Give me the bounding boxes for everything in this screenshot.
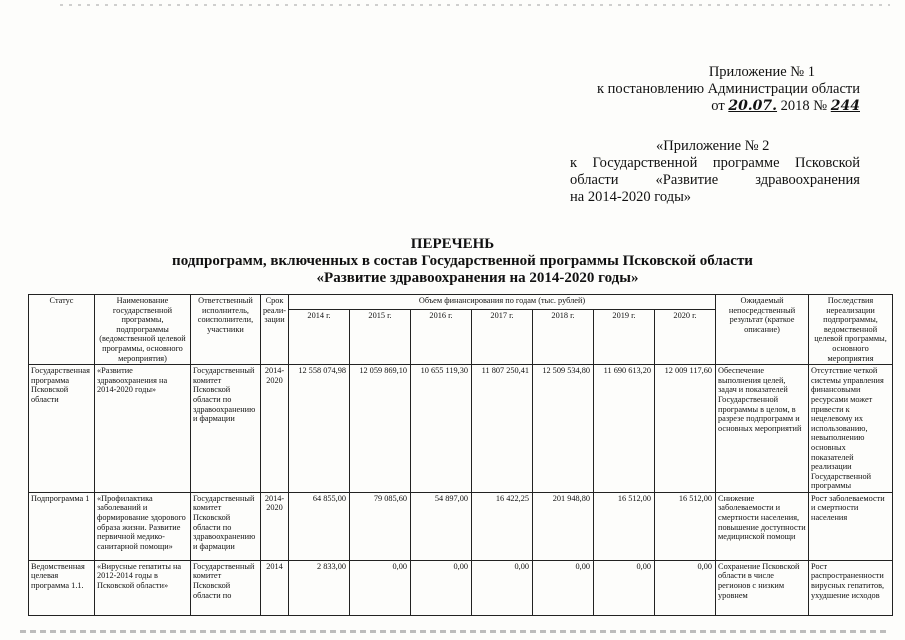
appendix-2-block	[570, 138, 860, 206]
header-year: 2016 г.	[411, 310, 472, 365]
header-year: 2020 г.	[655, 310, 716, 365]
cell-consequences: Отсутствие четкой системы управления финансовыми ресурсами может привести к нецелевому их использованию, невыполнению основных показателей реализации Государственной программы	[809, 365, 893, 493]
header-year: 2017 г.	[472, 310, 533, 365]
cell-result: Снижение заболеваемости и смертности населения, повышение доступности медицинской помощи	[716, 492, 809, 560]
cell-executor: Государственный комитет Псковской области по	[191, 560, 261, 615]
table-row	[29, 492, 893, 560]
cell-amount: 11 807 250,41	[472, 365, 533, 493]
cell-name: «Вирусные гепатиты на 2012-2014 годы в Псковской области»	[95, 560, 191, 615]
table-row	[29, 365, 893, 493]
cell-consequences: Рост распространенности вирусных гепатитов, ухудшение исходов	[809, 560, 893, 615]
appendix-2-line-3: области «Развитие здравоохранения	[570, 172, 860, 188]
cell-amount: 0,00	[533, 560, 594, 615]
cell-consequences: Рост заболеваемости и смертности населения	[809, 492, 893, 560]
cell-amount: 16 512,00	[594, 492, 655, 560]
scan-artifact-bottom	[20, 630, 890, 633]
cell-amount: 11 690 613,20	[594, 365, 655, 493]
document-heading	[0, 236, 905, 287]
handwritten-date: 20.07.	[728, 98, 778, 114]
cell-amount: 0,00	[411, 560, 472, 615]
appendix-1-title: Приложение № 1	[708, 64, 815, 80]
document-title: ПЕРЕЧЕНЬ	[410, 236, 495, 252]
cell-status: Государственная программа Псковской области	[29, 365, 95, 493]
cell-name: «Развитие здравоохранения на 2014-2020 годы»	[95, 365, 191, 493]
cell-amount: 79 085,60	[350, 492, 411, 560]
header-year: 2018 г.	[533, 310, 594, 365]
cell-term: 2014	[261, 560, 289, 615]
cell-executor: Государственный комитет Псковской области по здравоохранению и фармации	[191, 365, 261, 493]
document-subtitle: подпрограмм, включенных в состав Государственной программы Псковской области	[172, 253, 753, 269]
handwritten-number: 244	[830, 98, 860, 114]
cell-status: Подпрограмма 1	[29, 492, 95, 560]
cell-amount: 12 558 074,98	[289, 365, 350, 493]
cell-amount: 64 855,00	[289, 492, 350, 560]
cell-amount: 12 059 869,10	[350, 365, 411, 493]
header-name: Наименование государственной программы, подпрограммы (ведомственной целевой программы, основного мероприятия)	[95, 295, 191, 365]
header-year: 2015 г.	[350, 310, 411, 365]
scan-artifact-top	[60, 4, 890, 6]
header-year: 2014 г.	[289, 310, 350, 365]
cell-result: Сохранение Псковской области в числе регионов с низким уровнем	[716, 560, 809, 615]
cell-amount: 2 833,00	[289, 560, 350, 615]
cell-term: 2014-2020	[261, 492, 289, 560]
cell-status: Ведомственная целевая программа 1.1.	[29, 560, 95, 615]
cell-amount: 54 897,00	[411, 492, 472, 560]
table-row	[29, 560, 893, 615]
appendix-2-line-4: на 2014-2020 годы»	[570, 189, 692, 205]
from-label: от	[711, 98, 725, 114]
header-funding: Объем финансирования по годам (тыс. рублей)	[289, 295, 716, 310]
cell-name: «Профилактика заболеваний и формирование здорового образа жизни. Развитие первичной медико-санитарной помощи»	[95, 492, 191, 560]
cell-amount: 12 509 534,80	[533, 365, 594, 493]
header-term: Срок реали-зации	[261, 295, 289, 365]
cell-amount: 201 948,80	[533, 492, 594, 560]
cell-amount: 0,00	[655, 560, 716, 615]
year-label: 2018 №	[780, 98, 828, 114]
cell-result: Обеспечение выполнения целей, задач и показателей Государственной программы в целом, в разрезе подпрограмм и основных мероприятий	[716, 365, 809, 493]
header-result: Ожидаемый непосредственный результат (краткое описание)	[716, 295, 809, 365]
cell-term: 2014-2020	[261, 365, 289, 493]
table-header-row	[29, 295, 893, 310]
cell-amount: 10 655 119,30	[411, 365, 472, 493]
document-program-name: «Развитие здравоохранения на 2014-2020 годы»	[316, 270, 639, 286]
cell-amount: 0,00	[472, 560, 533, 615]
cell-amount: 16 512,00	[655, 492, 716, 560]
appendix-1-date-line	[560, 98, 860, 115]
cell-amount: 0,00	[350, 560, 411, 615]
cell-amount: 0,00	[594, 560, 655, 615]
appendix-1-decree: к постановлению Администрации области	[596, 81, 860, 97]
appendix-2-line-2: к Государственной программе Псковской	[570, 155, 860, 171]
subprograms-table	[28, 294, 893, 616]
cell-amount: 16 422,25	[472, 492, 533, 560]
appendix-2-title: «Приложение № 2	[656, 138, 770, 154]
cell-amount: 12 009 117,60	[655, 365, 716, 493]
header-status: Статус	[29, 295, 95, 365]
appendix-1-block	[560, 64, 860, 115]
header-year: 2019 г.	[594, 310, 655, 365]
header-executor: Ответственный исполнитель, соисполнители, участники	[191, 295, 261, 365]
header-consequences: Последствия нереализации подпрограммы, ведомственной целевой программы, основного мероприятия	[809, 295, 893, 365]
cell-executor: Государственный комитет Псковской области по здравоохранению и фармации	[191, 492, 261, 560]
